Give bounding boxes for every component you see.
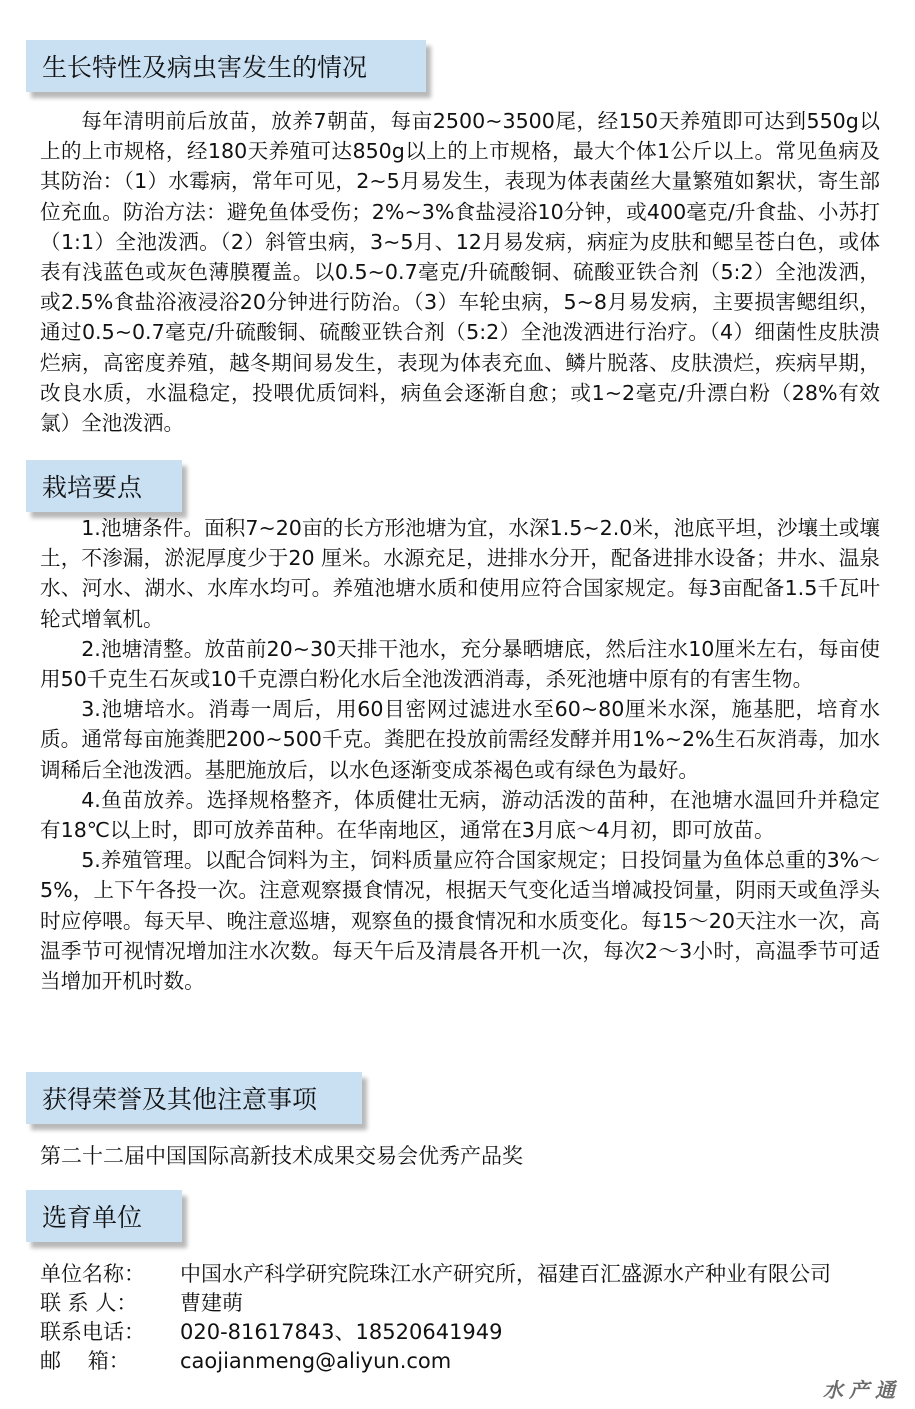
- contact-row-person: [40, 1289, 880, 1318]
- cultivation-paragraph-2: 2.池塘清整。放苗前20~30天排干池水，充分暴晒塘底，然后注水10厘米左右，每亩使用50千克生石灰或10千克漂白粉化水后全池泼洒消毒，杀死池塘中原有的有害生物。: [40, 636, 880, 692]
- contact-label: 联系电话：: [40, 1320, 145, 1344]
- contact-row-phone: [40, 1318, 880, 1347]
- contact-label: 联 系 人：: [40, 1291, 138, 1315]
- cultivation-paragraph-3: 3.池塘培水。消毒一周后，用60目密网过滤进水至60~80厘米水深，施基肥，培育水质。通常每亩施粪肥200~500千克。粪肥在投放前需经发酵并用1%~2%生石灰消毒，加水调稀后全池泼洒。基肥施放后，以水色逐渐变成茶褐色或有绿色为最好。: [40, 697, 880, 782]
- unit-name-value: 中国水产科学研究院珠江水产研究所，福建百汇盛源水产种业有限公司: [180, 1262, 831, 1286]
- section-header-growth: [26, 40, 426, 92]
- watermark-logo: 水产通: [823, 1378, 901, 1402]
- growth-paragraph: 每年清明前后放苗，放养7朝苗，每亩2500~3500尾，经150天养殖即可达到550g以上的上市规格，经180天养殖可达850g以上的上市规格，最大个体1公斤以上。常见鱼病及其防治：（1）水霉病，常年可见，2~5月易发生，表现为体表菌丝大量繁殖如絮状，寄生部位充血。防治方法：避免鱼体受伤；2%~3%食盐浸浴10分钟，或400毫克/升食盐、小苏打（1:1）全池泼洒。（2）斜管虫病，3~5月、12月易发病，病症为皮肤和鳃呈苍白色，或体表有浅蓝色或灰色薄膜覆盖。以0.5~0.7毫克/升硫酸铜、硫酸亚铁合剂（5:2）全池泼洒，或2.5%食盐浴液浸浴20分钟进行防治。（3）车轮虫病，5~8月易发病，主要损害鳃组织，通过0.5~0.7毫克/升硫酸铜、硫酸亚铁合剂（5:2）全池泼洒进行治疗。（4）细菌性皮肤溃烂病，高密度养殖，越冬期间易发生，表现为体表充血、鳞片脱落、皮肤溃烂，疾病早期，改良水质，水温稳定，投喂优质饲料，病鱼会逐渐自愈；或1~2毫克/升漂白粉（28%有效氯）全池泼洒。: [40, 109, 880, 436]
- contact-person-value: 曹建萌: [180, 1291, 243, 1315]
- cultivation-body: [40, 513, 880, 996]
- contact-label: 单位名称：: [40, 1262, 145, 1286]
- cultivation-paragraph-5: 5.养殖管理。以配合饲料为主，饲料质量应符合国家规定；日投饲量为鱼体总重的3%～5%，上下午各投一次。注意观察摄食情况，根据天气变化适当增减投饲量，阴雨天或鱼浮头时应停喂。每天早、晚注意巡塘，观察鱼的摄食情况和水质变化。每15～20天注水一次，高温季节可视情况增加注水次数。每天午后及清晨各开机一次，每次2～3小时，高温季节可适当增加开机时数。: [40, 848, 880, 994]
- contact-label: 邮 箱：: [40, 1349, 130, 1373]
- email-value: caojianmeng@aliyun.com: [180, 1349, 452, 1373]
- cultivation-paragraph-4: 4.鱼苗放养。选择规格整齐，体质健壮无病，游动活泼的苗种，在池塘水温回升并稳定有18℃以上时，即可放养苗种。在华南地区，通常在3月底～4月初，即可放苗。: [40, 787, 880, 843]
- section-header-cultivation: [26, 460, 182, 512]
- honors-text: 第二十二届中国国际高新技术成果交易会优秀产品奖: [40, 1144, 523, 1168]
- section-title: 栽培要点: [42, 473, 143, 502]
- contact-row-email: [40, 1347, 880, 1376]
- contact-row-unit: [40, 1260, 880, 1289]
- cultivation-paragraph-1: 1.池塘条件。面积7~20亩的长方形池塘为宜，水深1.5~2.0米，池底平坦，沙壤土或壤土，不渗漏，淤泥厚度少于20 厘米。水源充足，进排水分开，配备进排水设备；井水、温泉水、河水、湖水、水库水均可。养殖池塘水质和使用应符合国家规定。每3亩配备1.5千瓦叶轮式增氧机。: [40, 516, 880, 631]
- growth-body: [40, 106, 880, 438]
- section-title: 生长特性及病虫害发生的情况: [42, 53, 368, 82]
- section-title: 获得荣誉及其他注意事项: [42, 1085, 318, 1114]
- section-title: 选育单位: [42, 1203, 143, 1232]
- section-header-honors: [26, 1072, 362, 1124]
- section-header-breeder: [26, 1190, 182, 1242]
- breeder-contact-list: [40, 1260, 880, 1376]
- phone-value: 020-81617843、18520641949: [180, 1320, 503, 1344]
